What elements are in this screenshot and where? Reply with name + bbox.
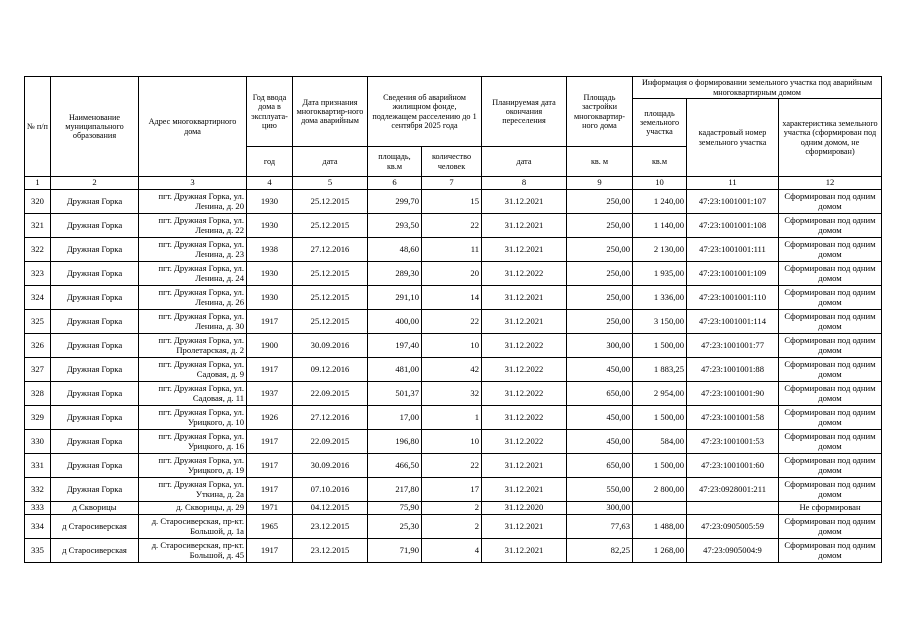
col-number: 11 <box>687 177 779 190</box>
cadastral-cell: 47:23:1001001:88 <box>687 358 779 382</box>
row-number: 330 <box>25 430 51 454</box>
land-area-cell: 1 935,00 <box>633 262 687 286</box>
municipality-cell: д Старосиверская <box>51 539 139 563</box>
recognition-date-cell: 25.12.2015 <box>293 262 368 286</box>
built-area-cell: 250,00 <box>567 310 633 334</box>
built-area-cell: 250,00 <box>567 214 633 238</box>
area-cell: 196,80 <box>368 430 422 454</box>
year-cell: 1900 <box>247 334 293 358</box>
year-cell: 1917 <box>247 539 293 563</box>
people-cell: 20 <box>422 262 482 286</box>
municipality-cell: Дружная Горка <box>51 406 139 430</box>
municipality-cell: Дружная Горка <box>51 262 139 286</box>
recognition-date-cell: 23.12.2015 <box>293 515 368 539</box>
col-number: 4 <box>247 177 293 190</box>
land-status-cell: Сформирован под одним домом <box>779 310 882 334</box>
area-cell: 501,37 <box>368 382 422 406</box>
cadastral-cell: 47:23:1001001:77 <box>687 334 779 358</box>
planned-date-cell: 31.12.2021 <box>482 286 567 310</box>
cadastral-cell: 47:23:0905005:59 <box>687 515 779 539</box>
municipality-cell: Дружная Горка <box>51 190 139 214</box>
row-number: 331 <box>25 454 51 478</box>
built-area-cell: 450,00 <box>567 358 633 382</box>
year-cell: 1937 <box>247 382 293 406</box>
address-cell: пгт. Дружная Горка, ул. Ленина, д. 30 <box>139 310 247 334</box>
municipality-cell: Дружная Горка <box>51 382 139 406</box>
land-status-cell: Сформирован под одним домом <box>779 190 882 214</box>
municipality-cell: Дружная Горка <box>51 310 139 334</box>
cadastral-cell: 47:23:1001001:109 <box>687 262 779 286</box>
year-cell: 1917 <box>247 454 293 478</box>
row-number: 320 <box>25 190 51 214</box>
cadastral-cell: 47:23:1001001:58 <box>687 406 779 430</box>
cadastral-cell: 47:23:0905004:9 <box>687 539 779 563</box>
built-area-cell: 650,00 <box>567 382 633 406</box>
year-cell: 1930 <box>247 214 293 238</box>
land-status-cell: Сформирован под одним домом <box>779 286 882 310</box>
table-row <box>25 310 882 334</box>
table-row <box>25 214 882 238</box>
address-cell: пгт. Дружная Горка, ул. Ленина, д. 24 <box>139 262 247 286</box>
recognition-date-cell: 25.12.2015 <box>293 214 368 238</box>
header-num: № п/п <box>25 77 51 177</box>
row-number: 332 <box>25 478 51 502</box>
header-land-status: характеристика земельного участка (сформирован под одним домом, не сформирован) <box>779 99 882 177</box>
people-cell: 22 <box>422 310 482 334</box>
table-row <box>25 262 882 286</box>
land-area-cell: 1 883,25 <box>633 358 687 382</box>
unit-people: количество человек <box>422 147 482 177</box>
address-cell: пгт. Дружная Горка, ул. Ленина, д. 26 <box>139 286 247 310</box>
built-area-cell: 82,25 <box>567 539 633 563</box>
planned-date-cell: 31.12.2021 <box>482 238 567 262</box>
recognition-date-cell: 25.12.2015 <box>293 310 368 334</box>
col-number: 2 <box>51 177 139 190</box>
header-year: Год ввода дома в эксплуата-цию <box>247 77 293 147</box>
row-number: 328 <box>25 382 51 406</box>
row-number: 323 <box>25 262 51 286</box>
table-row <box>25 358 882 382</box>
built-area-cell: 300,00 <box>567 502 633 515</box>
unit-area: площадь, кв.м <box>368 147 422 177</box>
address-cell: пгт. Дружная Горка, ул. Уткина, д. 2а <box>139 478 247 502</box>
unit-sqm: кв. м <box>567 147 633 177</box>
row-number: 324 <box>25 286 51 310</box>
unit-date2: дата <box>482 147 567 177</box>
people-cell: 1 <box>422 406 482 430</box>
address-cell: пгт. Дружная Горка, ул. Ленина, д. 20 <box>139 190 247 214</box>
recognition-date-cell: 27.12.2016 <box>293 238 368 262</box>
recognition-date-cell: 27.12.2016 <box>293 406 368 430</box>
planned-date-cell: 31.12.2022 <box>482 406 567 430</box>
cadastral-cell: 47:23:1001001:111 <box>687 238 779 262</box>
municipality-cell: д Старосиверская <box>51 515 139 539</box>
year-cell: 1917 <box>247 310 293 334</box>
planned-date-cell: 31.12.2022 <box>482 334 567 358</box>
year-cell: 1930 <box>247 190 293 214</box>
area-cell: 289,30 <box>368 262 422 286</box>
address-cell: д. Старосиверская, пр-кт. Большой, д. 45 <box>139 539 247 563</box>
recognition-date-cell: 22.09.2015 <box>293 430 368 454</box>
planned-date-cell: 31.12.2020 <box>482 502 567 515</box>
col-number: 3 <box>139 177 247 190</box>
header-land-info: Информация о формировании земельного участка под аварийным многоквартирным домом <box>633 77 882 99</box>
land-status-cell: Сформирован под одним домом <box>779 430 882 454</box>
year-cell: 1938 <box>247 238 293 262</box>
col-number: 5 <box>293 177 368 190</box>
planned-date-cell: 31.12.2022 <box>482 382 567 406</box>
header-land-area: площадь земельного участка <box>633 99 687 147</box>
planned-date-cell: 31.12.2022 <box>482 430 567 454</box>
recognition-date-cell: 25.12.2015 <box>293 286 368 310</box>
built-area-cell: 550,00 <box>567 478 633 502</box>
address-cell: пгт. Дружная Горка, ул. Ленина, д. 23 <box>139 238 247 262</box>
recognition-date-cell: 09.12.2016 <box>293 358 368 382</box>
header-municipality: Наименование муниципального образования <box>51 77 139 177</box>
built-area-cell: 450,00 <box>567 430 633 454</box>
unit-year: год <box>247 147 293 177</box>
land-status-cell: Сформирован под одним домом <box>779 382 882 406</box>
municipality-cell: Дружная Горка <box>51 358 139 382</box>
table-row <box>25 334 882 358</box>
area-cell: 197,40 <box>368 334 422 358</box>
land-area-cell: 1 488,00 <box>633 515 687 539</box>
header-recognition-date: Дата признания многоквартир-ного дома аварийным <box>293 77 368 147</box>
header-emergency-fund: Сведения об аварийном жилищном фонде, подлежащем расселению до 1 сентября 2025 года <box>368 77 482 147</box>
address-cell: д. Старосиверская, пр-кт. Большой, д. 1а <box>139 515 247 539</box>
land-area-cell: 2 954,00 <box>633 382 687 406</box>
cadastral-cell: 47:23:1001001:90 <box>687 382 779 406</box>
people-cell: 22 <box>422 454 482 478</box>
planned-date-cell: 31.12.2021 <box>482 478 567 502</box>
people-cell: 11 <box>422 238 482 262</box>
cadastral-cell: 47:23:1001001:108 <box>687 214 779 238</box>
area-cell: 293,50 <box>368 214 422 238</box>
municipality-cell: Дружная Горка <box>51 286 139 310</box>
address-cell: пгт. Дружная Горка, ул. Урицкого, д. 19 <box>139 454 247 478</box>
table-row <box>25 502 882 515</box>
land-status-cell: Сформирован под одним домом <box>779 214 882 238</box>
cadastral-cell: 47:23:1001001:53 <box>687 430 779 454</box>
planned-date-cell: 31.12.2022 <box>482 358 567 382</box>
col-number: 10 <box>633 177 687 190</box>
land-area-cell: 2 130,00 <box>633 238 687 262</box>
address-cell: пгт. Дружная Горка, ул. Ленина, д. 22 <box>139 214 247 238</box>
built-area-cell: 300,00 <box>567 334 633 358</box>
col-number: 12 <box>779 177 882 190</box>
planned-date-cell: 31.12.2022 <box>482 262 567 286</box>
built-area-cell: 250,00 <box>567 286 633 310</box>
row-number: 334 <box>25 515 51 539</box>
area-cell: 25,30 <box>368 515 422 539</box>
col-number: 7 <box>422 177 482 190</box>
row-number: 329 <box>25 406 51 430</box>
header-address: Адрес многоквартирного дома <box>139 77 247 177</box>
planned-date-cell: 31.12.2021 <box>482 515 567 539</box>
column-number-row <box>25 177 882 190</box>
planned-date-cell: 31.12.2021 <box>482 214 567 238</box>
area-cell: 466,50 <box>368 454 422 478</box>
area-cell: 217,80 <box>368 478 422 502</box>
area-cell: 48,60 <box>368 238 422 262</box>
recognition-date-cell: 30.09.2016 <box>293 334 368 358</box>
land-status-cell: Сформирован под одним домом <box>779 539 882 563</box>
land-area-cell: 1 140,00 <box>633 214 687 238</box>
land-status-cell: Сформирован под одним домом <box>779 334 882 358</box>
land-status-cell: Сформирован под одним домом <box>779 406 882 430</box>
land-area-cell: 3 150,00 <box>633 310 687 334</box>
people-cell: 10 <box>422 430 482 454</box>
area-cell: 75,90 <box>368 502 422 515</box>
year-cell: 1917 <box>247 358 293 382</box>
built-area-cell: 450,00 <box>567 406 633 430</box>
col-number: 8 <box>482 177 567 190</box>
land-status-cell: Не сформирован <box>779 502 882 515</box>
recognition-date-cell: 25.12.2015 <box>293 190 368 214</box>
land-status-cell: Сформирован под одним домом <box>779 515 882 539</box>
planned-date-cell: 31.12.2021 <box>482 454 567 478</box>
built-area-cell: 250,00 <box>567 238 633 262</box>
row-number: 322 <box>25 238 51 262</box>
row-number: 335 <box>25 539 51 563</box>
col-number: 1 <box>25 177 51 190</box>
land-status-cell: Сформирован под одним домом <box>779 478 882 502</box>
people-cell: 15 <box>422 190 482 214</box>
year-cell: 1930 <box>247 262 293 286</box>
row-number: 321 <box>25 214 51 238</box>
people-cell: 2 <box>422 515 482 539</box>
people-cell: 32 <box>422 382 482 406</box>
land-status-cell: Сформирован под одним домом <box>779 358 882 382</box>
area-cell: 400,00 <box>368 310 422 334</box>
table-row <box>25 286 882 310</box>
land-area-cell: 1 500,00 <box>633 454 687 478</box>
area-cell: 17,00 <box>368 406 422 430</box>
address-cell: пгт. Дружная Горка, ул. Урицкого, д. 10 <box>139 406 247 430</box>
people-cell: 17 <box>422 478 482 502</box>
table-row <box>25 382 882 406</box>
row-number: 333 <box>25 502 51 515</box>
unit-sqm2: кв.м <box>633 147 687 177</box>
planned-date-cell: 31.12.2021 <box>482 190 567 214</box>
recognition-date-cell: 07.10.2016 <box>293 478 368 502</box>
land-area-cell: 1 240,00 <box>633 190 687 214</box>
built-area-cell: 77,63 <box>567 515 633 539</box>
recognition-date-cell: 04.12.2015 <box>293 502 368 515</box>
municipality-cell: Дружная Горка <box>51 454 139 478</box>
recognition-date-cell: 30.09.2016 <box>293 454 368 478</box>
col-number: 6 <box>368 177 422 190</box>
municipality-cell: Дружная Горка <box>51 478 139 502</box>
land-area-cell: 2 800,00 <box>633 478 687 502</box>
land-area-cell <box>633 502 687 515</box>
address-cell: пгт. Дружная Горка, ул. Урицкого, д. 16 <box>139 430 247 454</box>
area-cell: 71,90 <box>368 539 422 563</box>
land-area-cell: 1 500,00 <box>633 334 687 358</box>
recognition-date-cell: 23.12.2015 <box>293 539 368 563</box>
year-cell: 1965 <box>247 515 293 539</box>
land-area-cell: 1 268,00 <box>633 539 687 563</box>
land-area-cell: 1 336,00 <box>633 286 687 310</box>
table-row <box>25 190 882 214</box>
municipality-cell: Дружная Горка <box>51 334 139 358</box>
people-cell: 10 <box>422 334 482 358</box>
people-cell: 4 <box>422 539 482 563</box>
table-row <box>25 539 882 563</box>
planned-date-cell: 31.12.2021 <box>482 539 567 563</box>
table-row <box>25 454 882 478</box>
address-cell: пгт. Дружная Горка, ул. Садовая, д. 11 <box>139 382 247 406</box>
year-cell: 1917 <box>247 478 293 502</box>
col-number: 9 <box>567 177 633 190</box>
area-cell: 481,00 <box>368 358 422 382</box>
row-number: 325 <box>25 310 51 334</box>
land-status-cell: Сформирован под одним домом <box>779 238 882 262</box>
area-cell: 299,70 <box>368 190 422 214</box>
table-row <box>25 430 882 454</box>
land-status-cell: Сформирован под одним домом <box>779 262 882 286</box>
cadastral-cell: 47:23:0928001:211 <box>687 478 779 502</box>
built-area-cell: 250,00 <box>567 190 633 214</box>
year-cell: 1930 <box>247 286 293 310</box>
land-area-cell: 584,00 <box>633 430 687 454</box>
built-area-cell: 650,00 <box>567 454 633 478</box>
cadastral-cell: 47:23:1001001:114 <box>687 310 779 334</box>
municipality-cell: Дружная Горка <box>51 214 139 238</box>
municipality-cell: Дружная Горка <box>51 430 139 454</box>
address-cell: пгт. Дружная Горка, ул. Садовая, д. 9 <box>139 358 247 382</box>
unit-date: дата <box>293 147 368 177</box>
people-cell: 2 <box>422 502 482 515</box>
year-cell: 1917 <box>247 430 293 454</box>
housing-table <box>24 76 882 563</box>
table-row <box>25 406 882 430</box>
recognition-date-cell: 22.09.2015 <box>293 382 368 406</box>
municipality-cell: Дружная Горка <box>51 238 139 262</box>
cadastral-cell: 47:23:1001001:107 <box>687 190 779 214</box>
cadastral-cell <box>687 502 779 515</box>
people-cell: 42 <box>422 358 482 382</box>
land-status-cell: Сформирован под одним домом <box>779 454 882 478</box>
year-cell: 1926 <box>247 406 293 430</box>
land-area-cell: 1 500,00 <box>633 406 687 430</box>
cadastral-cell: 47:23:1001001:60 <box>687 454 779 478</box>
header-built-area: Площадь застройки многоквартир-ного дома <box>567 77 633 147</box>
planned-date-cell: 31.12.2021 <box>482 310 567 334</box>
address-cell: пгт. Дружная Горка, ул. Пролетарская, д. 2 <box>139 334 247 358</box>
people-cell: 22 <box>422 214 482 238</box>
header-cadastral: кадастровый номер земельного участка <box>687 99 779 177</box>
people-cell: 14 <box>422 286 482 310</box>
built-area-cell: 250,00 <box>567 262 633 286</box>
cadastral-cell: 47:23:1001001:110 <box>687 286 779 310</box>
header-planned-end: Планируемая дата окончания переселения <box>482 77 567 147</box>
municipality-cell: д Скворицы <box>51 502 139 515</box>
table-row <box>25 238 882 262</box>
table-row <box>25 515 882 539</box>
year-cell: 1971 <box>247 502 293 515</box>
row-number: 326 <box>25 334 51 358</box>
table-row <box>25 478 882 502</box>
row-number: 327 <box>25 358 51 382</box>
address-cell: д. Скворицы, д. 29 <box>139 502 247 515</box>
area-cell: 291,10 <box>368 286 422 310</box>
